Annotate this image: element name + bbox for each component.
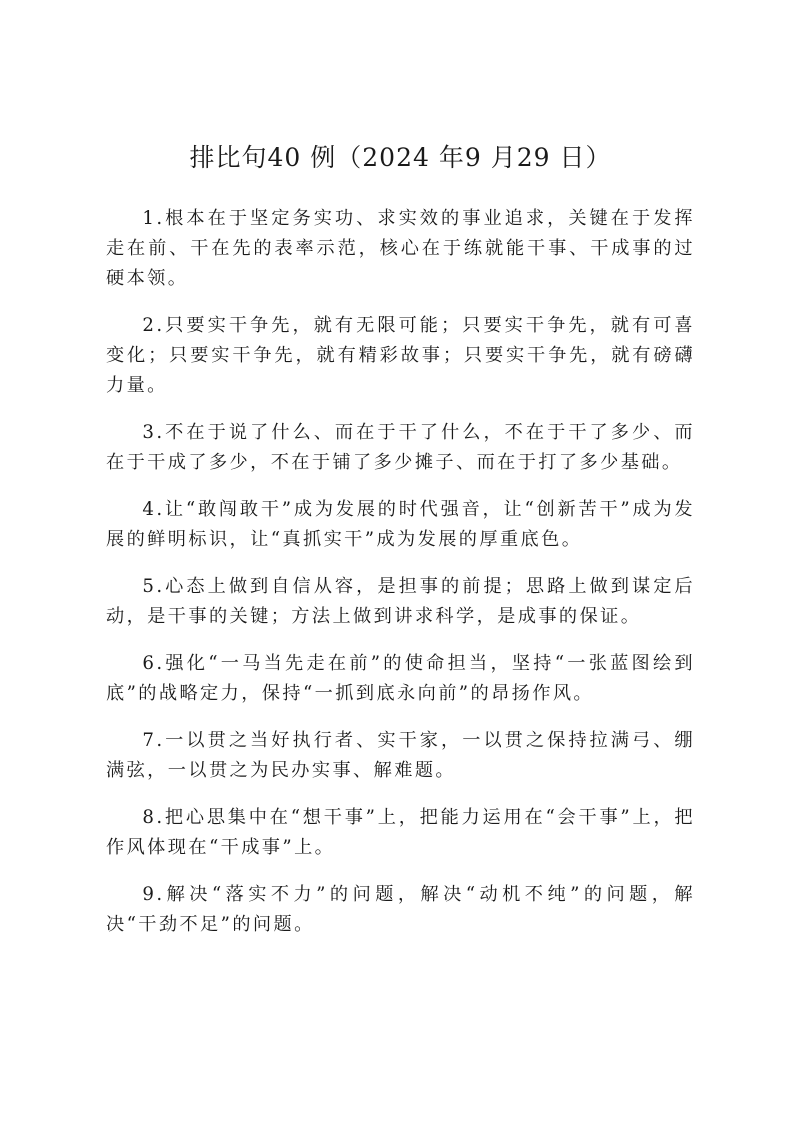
list-item: 6.强化“一马当先走在前”的使命担当，坚持“一张蓝图绘到底”的战略定力，保持“一抓到底永向前”的昂扬作风。 xyxy=(106,653,695,704)
list-item: 2.只要实干争先，就有无限可能；只要实干争先，就有可喜变化；只要实干争先，就有精彩故事；只要实干争先，就有磅礴力量。 xyxy=(106,315,695,396)
list-item: 1.根本在于坚定务实功、求实效的事业追求，关键在于发挥走在前、干在先的表率示范，核心在于练就能干事、干成事的过硬本领。 xyxy=(106,208,695,289)
list-item: 9.解决“落实不力”的问题，解决“动机不纯”的问题，解决“干劲不足”的问题。 xyxy=(106,884,695,935)
list-item: 5.心态上做到自信从容，是担事的前提；思路上做到谋定后动，是干事的关键；方法上做到讲求科学，是成事的保证。 xyxy=(106,576,695,627)
list-item: 4.让“敢闯敢干”成为发展的时代强音，让“创新苦干”成为发展的鲜明标识，让“真抓实干”成为发展的厚重底色。 xyxy=(106,499,695,550)
sentence-list xyxy=(106,204,695,940)
page-title: 排比句40 例（2024 年9 月29 日） xyxy=(189,143,612,172)
list-item: 8.把心思集中在“想干事”上，把能力运用在“会干事”上，把作风体现在“干成事”上。 xyxy=(106,807,695,858)
list-item: 7.一以贯之当好执行者、实干家，一以贯之保持拉满弓、绷满弦，一以贯之为民办实事、解难题。 xyxy=(106,730,695,781)
list-item: 3.不在于说了什么、而在于干了什么，不在于干了多少、而在于干成了多少，不在于铺了多少摊子、而在于打了多少基础。 xyxy=(106,422,695,473)
